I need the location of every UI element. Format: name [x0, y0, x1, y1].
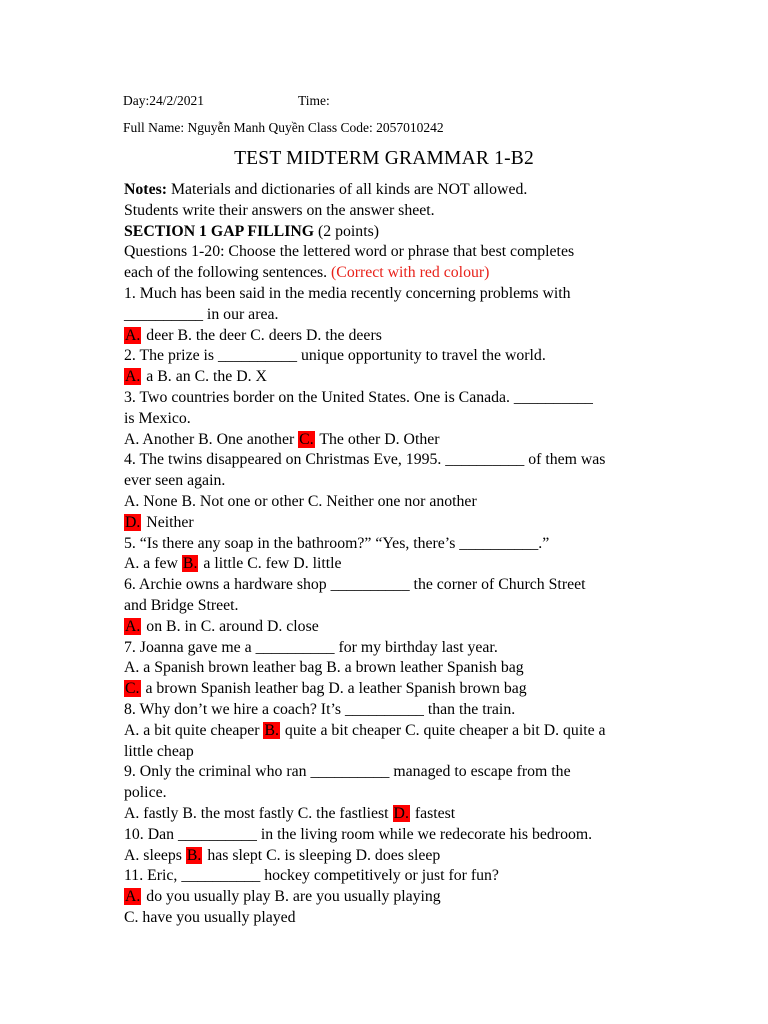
- question-5: 5. “Is there any soap in the bathroom?” “Yes, there’s __________.”: [124, 534, 550, 552]
- question-7-options-cont: C. a brown Spanish leather bag D. a leather Spanish brown bag: [125, 680, 527, 698]
- question-8: 8. Why don’t we hire a coach? It’s __________ than the train.: [124, 700, 516, 718]
- question-2: 2. The prize is __________ unique opportunity to travel the world.: [124, 347, 546, 365]
- question-1: 1. Much has been said in the media recently concerning problems with: [124, 284, 571, 302]
- question-6-cont: and Bridge Street.: [124, 596, 239, 614]
- test-body: [124, 180, 669, 929]
- question-7-options: A. a Spanish brown leather bag B. a brown leather Spanish bag: [124, 659, 524, 677]
- answer-highlight: C.: [299, 430, 314, 448]
- answer-highlight: B.: [186, 846, 202, 864]
- section-heading: SECTION 1 GAP FILLING (2 points): [124, 222, 379, 240]
- question-9-options: A. fastly B. the most fastly C. the fastliest D. fastest: [124, 804, 456, 822]
- answer-highlight: D.: [125, 513, 141, 531]
- answer-highlight: A.: [125, 888, 141, 906]
- notes-line-1: Notes: Materials and dictionaries of all kinds are NOT allowed.: [124, 181, 528, 198]
- question-2-options: A. a B. an C. the D. X: [125, 368, 267, 386]
- question-9-cont: police.: [124, 784, 167, 802]
- question-5-options: A. a few B. a little C. few D. little: [124, 555, 342, 573]
- question-3-cont: is Mexico.: [124, 409, 191, 427]
- instructions-line-1: Questions 1-20: Choose the lettered word or phrase that best completes: [124, 243, 575, 261]
- time-field: Time:: [298, 93, 330, 108]
- answer-highlight: A.: [125, 326, 141, 344]
- name-class-row: [123, 120, 444, 136]
- red-correction-note: (Correct with red colour): [331, 264, 490, 282]
- question-8-options: A. a bit quite cheaper B. quite a bit cheaper C. quite cheaper a bit D. quite a: [124, 721, 606, 739]
- question-10: 10. Dan __________ in the living room while we redecorate his bedroom.: [124, 825, 593, 843]
- notes-line-2: Students write their answers on the answer sheet.: [124, 201, 435, 219]
- question-6: 6. Archie owns a hardware shop __________ the corner of Church Street: [124, 576, 586, 594]
- answer-highlight: A.: [125, 617, 141, 635]
- question-1-options: A. deer B. the deer C. deers D. the deers: [125, 326, 382, 344]
- answer-highlight: B.: [264, 721, 279, 739]
- answer-highlight: C.: [125, 680, 140, 698]
- question-11: 11. Eric, __________ hockey competitively or just for fun?: [124, 867, 499, 885]
- question-4-options: A. None B. Not one or other C. Neither one nor another: [124, 492, 477, 510]
- question-8-options-cont: little cheap: [124, 742, 194, 760]
- header-date-time-row: [123, 93, 330, 109]
- question-1-cont: __________ in our area.: [124, 305, 279, 323]
- question-3: 3. Two countries border on the United States. One is Canada. __________: [124, 388, 593, 406]
- question-11-options-cont: C. have you usually played: [124, 908, 296, 926]
- question-9: 9. Only the criminal who ran __________ managed to escape from the: [124, 763, 571, 781]
- full-name-class-code: Full Name: Nguyễn Manh Quyền Class Code: 2057010242: [123, 120, 444, 135]
- question-3-options: A. Another B. One another C. The other D. Other: [124, 430, 440, 448]
- answer-highlight: A.: [125, 368, 141, 386]
- question-4-cont: ever seen again.: [124, 472, 226, 490]
- question-10-options: A. sleeps B. has slept C. is sleeping D. does sleep: [124, 846, 441, 864]
- day-field: Day:24/2/2021: [123, 93, 204, 108]
- question-7: 7. Joanna gave me a __________ for my birthday last year.: [124, 638, 498, 656]
- answer-highlight: B.: [182, 555, 198, 573]
- question-4: 4. The twins disappeared on Christmas Eve, 1995. __________ of them was: [124, 451, 606, 469]
- question-11-options: A. do you usually play B. are you usually playing: [125, 888, 441, 906]
- instructions-line-2: each of the following sentences. (Correct with red colour): [124, 264, 490, 282]
- answer-highlight: D.: [393, 804, 409, 822]
- question-4-options-cont: D. Neither: [125, 513, 194, 531]
- question-6-options: A. on B. in C. around D. close: [125, 617, 319, 635]
- notes-label: Notes:: [124, 181, 167, 198]
- page-title: TEST MIDTERM GRAMMAR 1-B2: [234, 148, 534, 169]
